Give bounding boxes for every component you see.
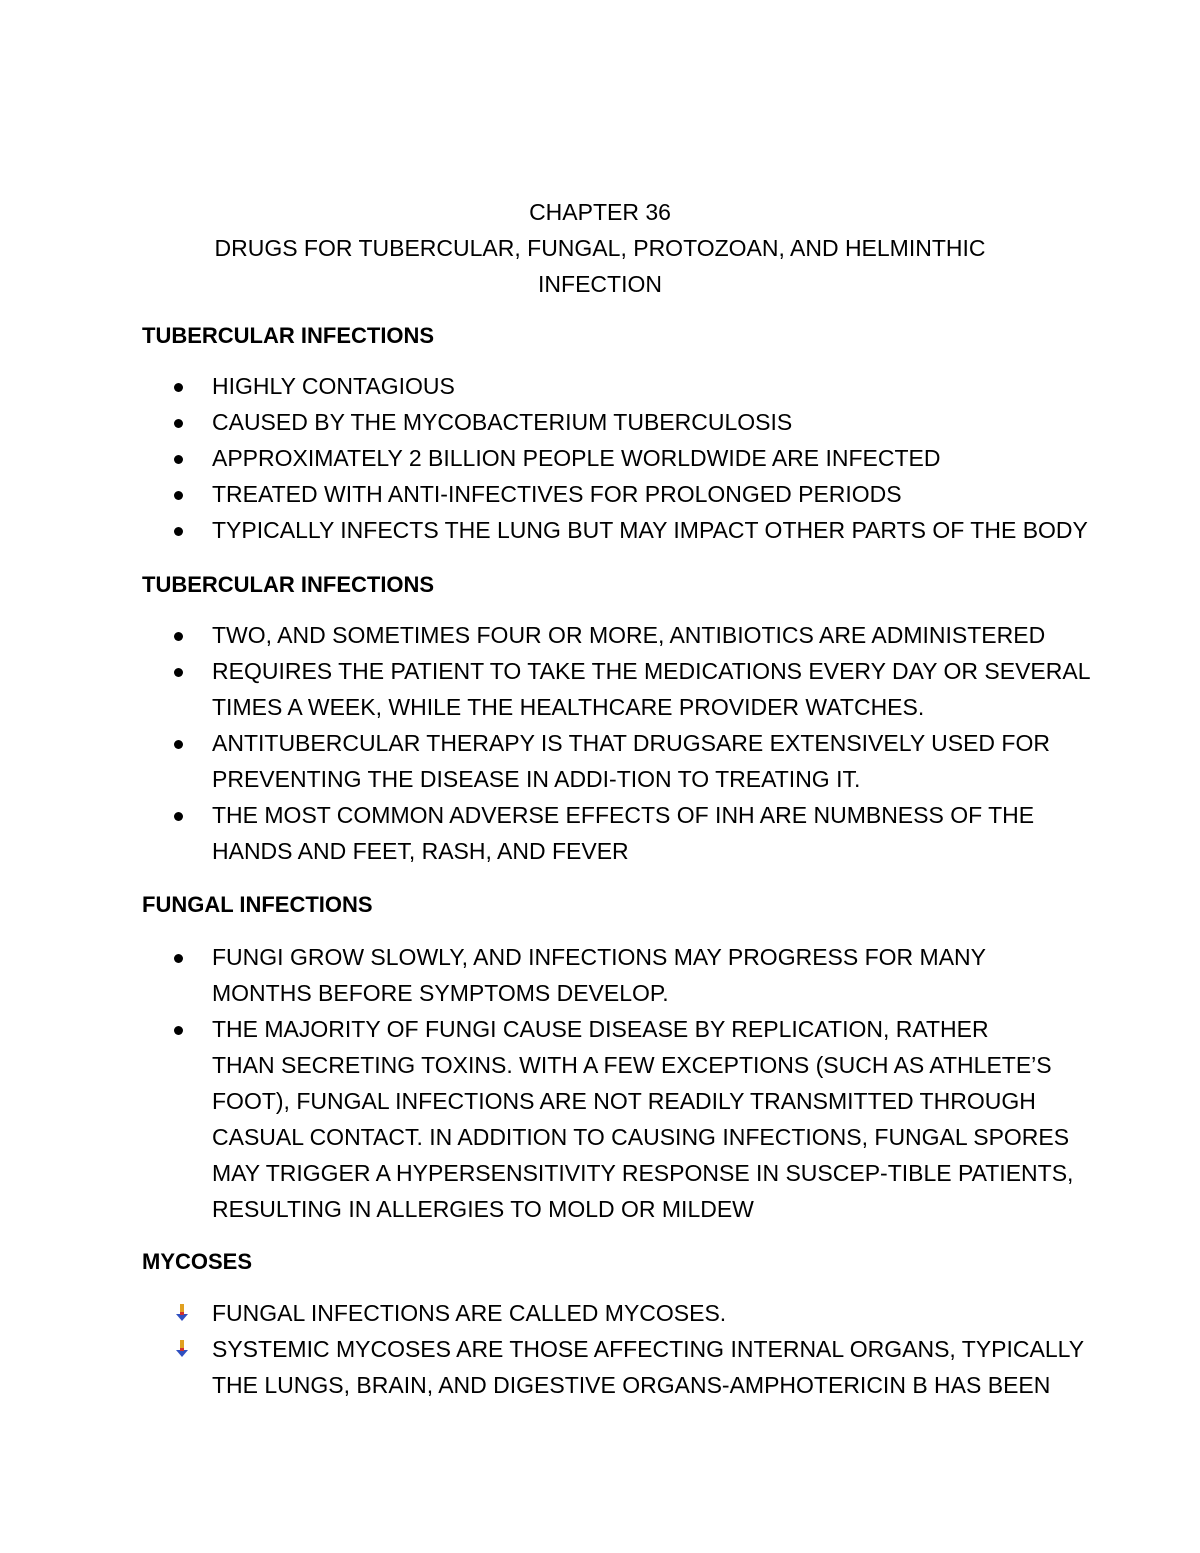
bullet-icon [174,491,183,500]
list-item: FUNGAL INFECTIONS ARE CALLED MYCOSES. [0,1295,1200,1331]
bullet-icon [174,527,183,536]
bullet-icon [174,419,183,428]
list-item: THE MAJORITY OF FUNGI CAUSE DISEASE BY REPLICATION, RATHER THAN SECRETING TOXINS. WITH A FEW EXCEPTIONS (SUCH AS ATHLETE’S FOOT), FUNGAL INFECTIONS ARE NOT READILY TRANSMITTED THROUGH CASUAL CONTACT. IN ADDITION TO CAUSING INFECTIONS, FUNGAL SPORES MAY TRIGGER A HYPERSENSITIVITY RESPONSE IN SUSCEP-TIBLE PATIENTS, RESULTING IN ALLERGIES TO MOLD OR MILDEW [0,1011,1200,1227]
bullet-list [0,939,1200,1227]
bullet-icon [174,455,183,464]
bullet-icon [174,1026,183,1035]
section-heading: TUBERCULAR INFECTIONS [142,572,435,597]
chapter-number: CHAPTER 36 [529,199,671,225]
arrow-accent [180,1312,184,1315]
arrow-head [176,1314,188,1321]
bullet-icon [174,954,183,963]
bullet-icon [174,668,183,677]
list-item: ANTITUBERCULAR THERAPY IS THAT DRUGSARE EXTENSIVELY USED FOR PREVENTING THE DISEASE IN ADDI-TION TO TREATING IT. [0,725,1200,797]
bullet-icon [174,740,183,749]
list-item: HIGHLY CONTAGIOUS [0,368,1200,404]
arrow-down-icon [175,1303,189,1323]
bullet-icon [174,812,183,821]
chapter-title-line: INFECTION [538,271,662,297]
bullet-list [0,368,1200,548]
bullet-icon [174,632,183,641]
section-heading: FUNGAL INFECTIONS [142,892,373,917]
list-item: CAUSED BY THE MYCOBACTERIUM TUBERCULOSIS [0,404,1200,440]
section-heading: MYCOSES [142,1249,253,1274]
bullet-list [0,617,1200,869]
list-item: REQUIRES THE PATIENT TO TAKE THE MEDICATIONS EVERY DAY OR SEVERAL TIMES A WEEK, WHILE THE HEALTHCARE PROVIDER WATCHES. [0,653,1200,725]
list-item: TYPICALLY INFECTS THE LUNG BUT MAY IMPACT OTHER PARTS OF THE BODY [0,512,1200,548]
section-heading: TUBERCULAR INFECTIONS [142,323,435,348]
chapter-title [0,194,1200,302]
list-item: SYSTEMIC MYCOSES ARE THOSE AFFECTING INTERNAL ORGANS, TYPICALLY THE LUNGS, BRAIN, AND DIGESTIVE ORGANS-AMPHOTERICIN B HAS BEEN [0,1331,1200,1403]
list-item: TREATED WITH ANTI-INFECTIVES FOR PROLONGED PERIODS [0,476,1200,512]
list-item: FUNGI GROW SLOWLY, AND INFECTIONS MAY PROGRESS FOR MANY MONTHS BEFORE SYMPTOMS DEVELOP. [0,939,1200,1011]
arrow-accent [180,1348,184,1351]
list-item: APPROXIMATELY 2 BILLION PEOPLE WORLDWIDE ARE INFECTED [0,440,1200,476]
list-item: THE MOST COMMON ADVERSE EFFECTS OF INH ARE NUMBNESS OF THE HANDS AND FEET, RASH, AND FEVER [0,797,1200,869]
arrow-down-icon [175,1339,189,1359]
bullet-icon [174,383,183,392]
chapter-title-line: DRUGS FOR TUBERCULAR, FUNGAL, PROTOZOAN, AND HELMINTHIC [214,235,986,261]
bullet-list [0,1295,1200,1403]
list-item: TWO, AND SOMETIMES FOUR OR MORE, ANTIBIOTICS ARE ADMINISTERED [0,617,1200,653]
arrow-head [176,1350,188,1357]
